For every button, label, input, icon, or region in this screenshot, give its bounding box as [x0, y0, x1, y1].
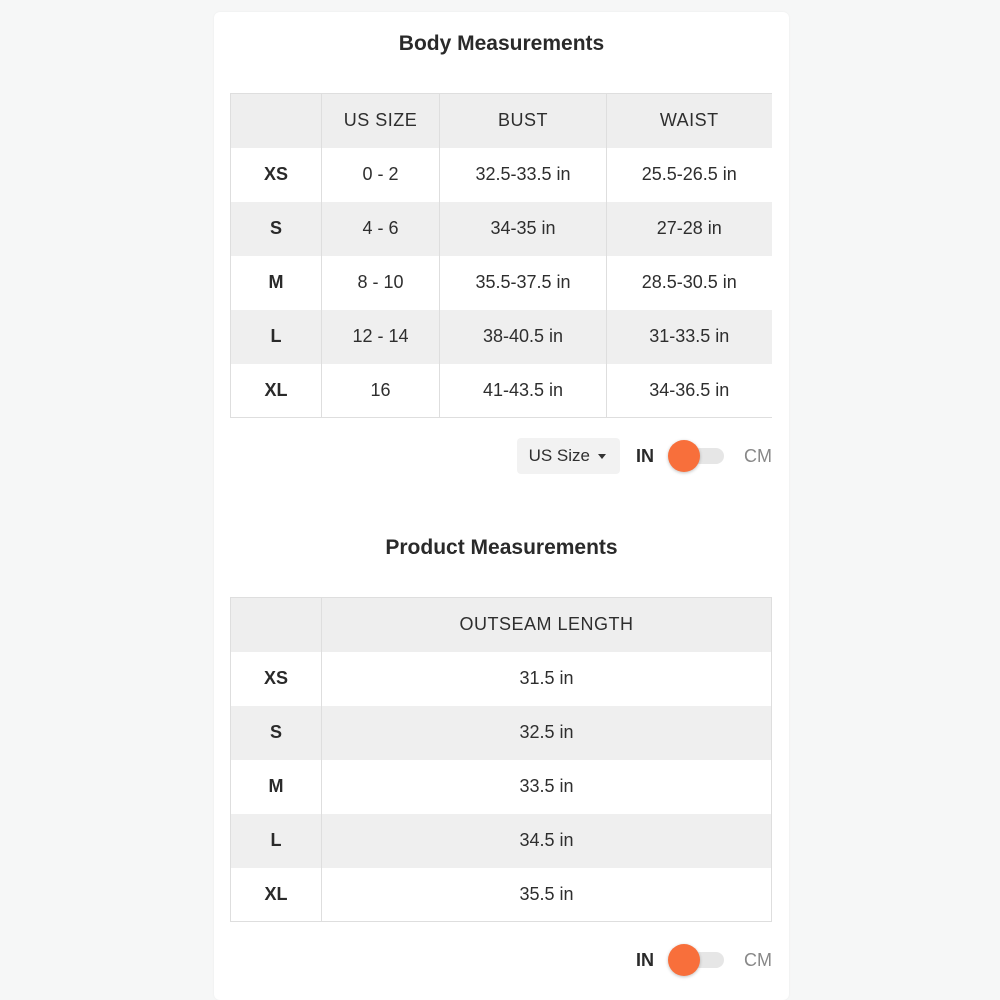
product-measurements-table	[230, 597, 772, 922]
table-cell: 16	[322, 364, 440, 418]
table-row	[231, 202, 772, 256]
table-cell: 33.5 in	[322, 760, 772, 814]
product-measurements-title: Product Measurements	[385, 536, 618, 559]
unit-toggle[interactable]	[668, 444, 724, 468]
table-cell: 8 - 10	[322, 256, 440, 310]
table-cell: 4 - 6	[322, 202, 440, 256]
body-measurements-title: Body Measurements	[398, 32, 605, 55]
table-cell: 38-40.5 in	[440, 310, 607, 364]
table-row	[231, 760, 772, 814]
unit-in-label[interactable]: IN	[636, 949, 654, 970]
unit-cm-label[interactable]: CM	[744, 445, 772, 466]
table-cell: 34-35 in	[440, 202, 607, 256]
table-row	[231, 814, 772, 868]
table-cell: 41-43.5 in	[440, 364, 607, 418]
header-cell: BUST	[440, 94, 607, 148]
table-cell: 0 - 2	[322, 148, 440, 202]
table-row	[231, 364, 772, 418]
table-header-row	[231, 94, 772, 148]
table-cell: 25.5-26.5 in	[607, 148, 772, 202]
table-header-row	[231, 598, 772, 652]
toggle-knob[interactable]	[668, 944, 700, 976]
size-chart-card	[214, 12, 789, 1000]
table-cell: 31-33.5 in	[607, 310, 772, 364]
table-cell: 35.5 in	[322, 868, 772, 922]
unit-in-label[interactable]: IN	[636, 445, 654, 466]
table-cell: 12 - 14	[322, 310, 440, 364]
size-label: S	[231, 202, 322, 256]
size-system-dropdown[interactable]	[517, 438, 620, 474]
caret-down-icon	[598, 454, 606, 459]
size-label: XS	[231, 652, 322, 706]
body-unit-controls	[517, 438, 772, 474]
size-label: L	[231, 310, 322, 364]
size-label: XL	[231, 364, 322, 418]
table-cell: 32.5 in	[322, 706, 772, 760]
size-label: XL	[231, 868, 322, 922]
size-label: S	[231, 706, 322, 760]
table-row	[231, 706, 772, 760]
size-label: L	[231, 814, 322, 868]
table-cell: 35.5-37.5 in	[440, 256, 607, 310]
toggle-knob[interactable]	[668, 440, 700, 472]
table-cell: 34-36.5 in	[607, 364, 772, 418]
table-row	[231, 256, 772, 310]
table-row	[231, 868, 772, 922]
size-label: M	[231, 760, 322, 814]
header-cell: US SIZE	[322, 94, 440, 148]
unit-toggle[interactable]	[668, 948, 724, 972]
header-cell	[231, 94, 322, 148]
header-cell: OUTSEAM LENGTH	[322, 598, 772, 652]
table-cell: 34.5 in	[322, 814, 772, 868]
size-label: M	[231, 256, 322, 310]
table-cell: 27-28 in	[607, 202, 772, 256]
unit-cm-label[interactable]: CM	[744, 949, 772, 970]
size-system-label: US Size	[528, 446, 590, 465]
header-cell	[231, 598, 322, 652]
table-row	[231, 310, 772, 364]
header-cell: WAIST	[607, 94, 772, 148]
table-cell: 28.5-30.5 in	[607, 256, 772, 310]
table-row	[231, 652, 772, 706]
size-label: XS	[231, 148, 322, 202]
table-cell: 31.5 in	[322, 652, 772, 706]
body-measurements-table	[230, 93, 772, 418]
product-unit-controls	[636, 942, 772, 978]
table-row	[231, 148, 772, 202]
table-cell: 32.5-33.5 in	[440, 148, 607, 202]
